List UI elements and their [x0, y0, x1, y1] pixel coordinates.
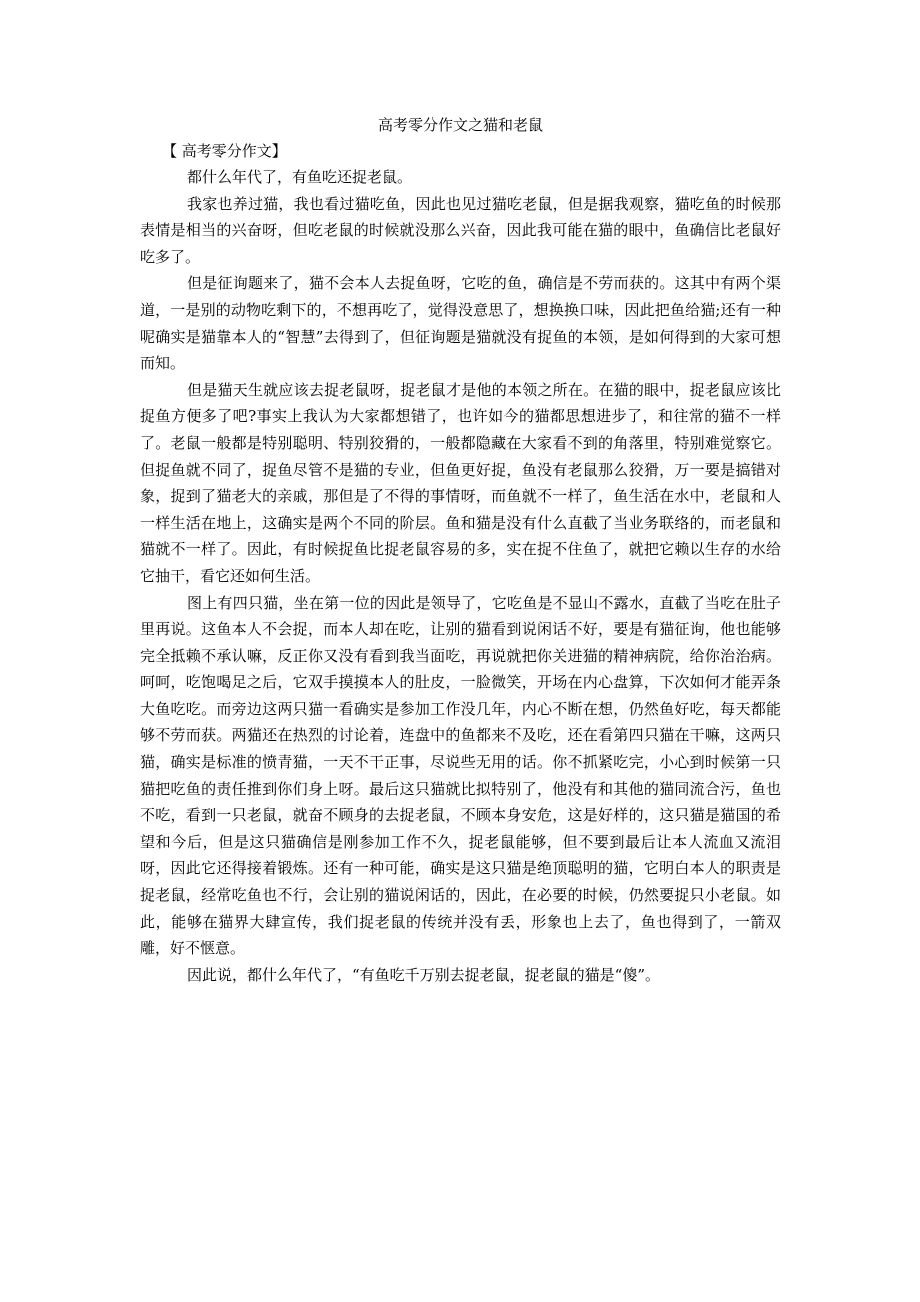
paragraph-2: 我家也养过猫，我也看过猫吃鱼，因此也见过猫吃老鼠，但是据我观察，猫吃鱼的时候那表情是相当的兴奋呀，但吃老鼠的时候就没那么兴奋，因此我可能在猫的眼中，鱼确信比老鼠好吃多了。 — [140, 194, 781, 266]
document-title: 高考零分作文之猫和老鼠 — [377, 116, 543, 134]
paragraph-5: 图上有四只猫，坐在第一位的因此是领导了，它吃鱼是不显山不露水，直截了当吃在肚子里再说。这鱼本人不会捉，而本人却在吃，让别的猫看到说闲话不好，要是有猫征询，他也能够完全抵赖不承认嘛，反正你又没有看到我当面吃，再说就把你关进猫的精神病院，给你治治病。呵呵，吃饱喝足之后，它双手摸摸本人的肚皮，一脸微笑，开场在内心盘算，下次如何才能弄条大鱼吃吃。而旁边这两只猫一看确实是参加工作没几年，内心不断在想，仍然鱼好吃，每天都能够不劳而获。两猫还在热烈的讨论着，连盘中的鱼都来不及吃，还在看第四只猫在干嘛，这两只猫，确实是标准的愤青猫，一天不干正事，尽说些无用的话。你不抓紧吃完，小心到时候第一只猫把吃鱼的责任推到你们身上呀。最后这只猫就比拟特别了，他没有和其他的猫同流合污，鱼也不吃，看到一只老鼠，就奋不顾身的去捉老鼠，不顾本身安危，这是好样的，这只猫是猫国的希望和今后，但是这只猫确信是刚参加工作不久，捉老鼠能够，但不要到最后让本人流血又流泪呀，因此它还得接着锻炼。还有一种可能，确实是这只猫是绝顶聪明的猫，它明白本人的职责是捉老鼠，经常吃鱼也不行，会让别的猫说闲话的，因此，在必要的时候，仍然要捉只小老鼠。如此，能够在猫界大肆宣传，我们捉老鼠的传统并没有丢，形象也上去了，鱼也得到了，一箭双雕，好不惬意。 — [140, 593, 781, 958]
paragraph-4: 但是猫天生就应该去捉老鼠呀，捉老鼠才是他的本领之所在。在猫的眼中，捉老鼠应该比捉鱼方便多了吧?事实上我认为大家都想错了，也许如今的猫都思想进步了，和往常的猫不一样了。老鼠一般都是特别聪明、特别狡猾的，一般都隐藏在大家看不到的角落里，特别难觉察它。但捉鱼就不同了，捉鱼尽管不是猫的专业，但鱼更好捉，鱼没有老鼠那么狡猾，万一要是搞错对象，捉到了猫老大的亲戚，那但是了不得的事情呀，而鱼就不一样了，鱼生活在水中，老鼠和人一样生活在地上，这确实是两个不同的阶层。鱼和猫是没有什么直截了当业务联络的，而老鼠和猫就不一样了。因此，有时候捉鱼比捉老鼠容易的多，实在捉不住鱼了，就把它赖以生存的水给它抽干，看它还如何生活。 — [140, 380, 781, 585]
paragraph-1: 都什么年代了，有鱼吃还捉老鼠。 — [187, 168, 413, 186]
document-page — [140, 112, 781, 988]
paragraph-6: 因此说，都什么年代了，“有鱼吃千万别去捉老鼠，捉老鼠的猫是“傻”。 — [187, 965, 661, 984]
essay-category-tag: 【 高考零分作文】 — [162, 142, 287, 160]
paragraph-3: 但是征询题来了，猫不会本人去捉鱼呀，它吃的鱼，确信是不劳而获的。这其中有两个渠道，一是别的动物吃剩下的，不想再吃了，觉得没意思了，想换换口味，因此把鱼给猫;还有一种呢确实是猫靠本人的“智慧”去得到了，但征询题是猫就没有捉鱼的本领，是如何得到的大家可想而知。 — [140, 274, 781, 373]
